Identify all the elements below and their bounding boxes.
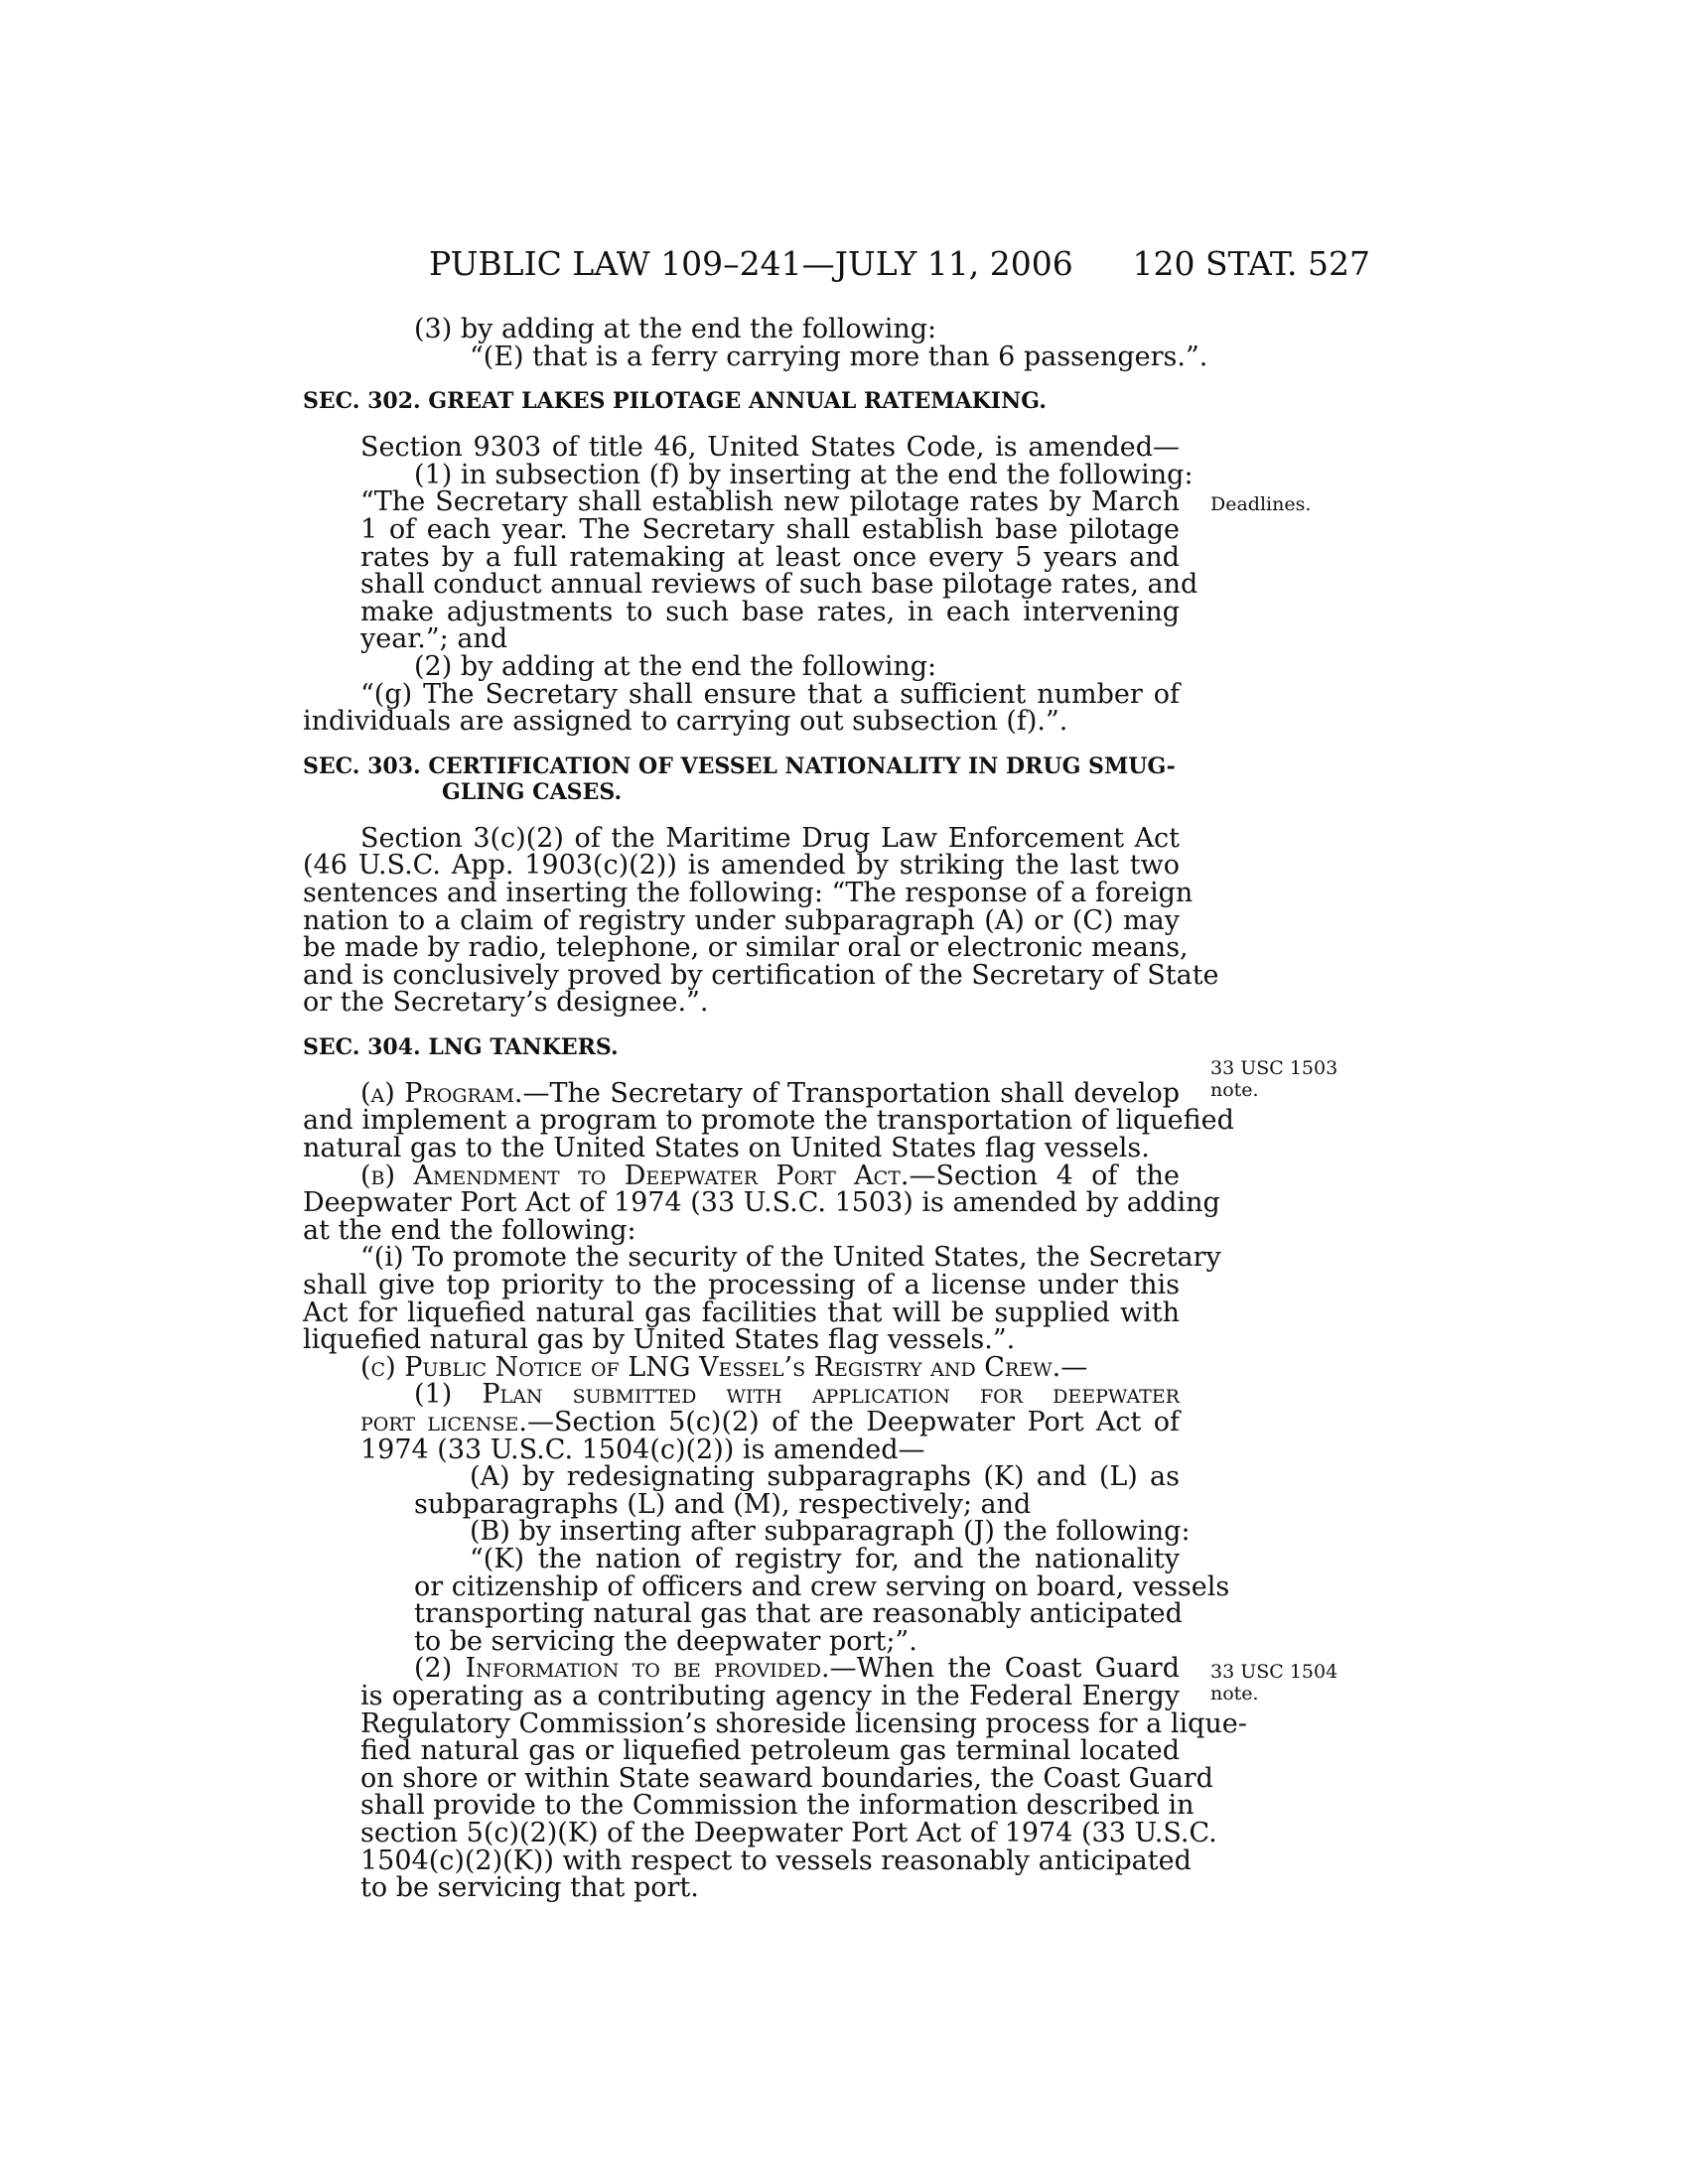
text-line: 1504(c)(2)(K)) with respect to vessels reasonably anticipated [360, 1844, 1192, 1876]
public-law-title: PUBLIC LAW 109–241—JULY 11, 2006 [429, 244, 1073, 283]
section-heading: SEC. 304. LNG TANKERS. [303, 1033, 619, 1060]
text-line: (2) by adding at the end the following: [414, 650, 937, 682]
text-line: (1) in subsection (f) by inserting at the end the following: [414, 459, 1194, 490]
text-line: “(K) the nation of registry for, and the nationality [470, 1543, 1180, 1574]
margin-note-deadlines: Deadlines. [1210, 493, 1312, 515]
section-heading-line: GLING CASES. [442, 778, 623, 805]
subsection-label: (c) Public Notice of LNG Vessel’s Registry and Crew. [360, 1351, 1061, 1383]
text-line: natural gas to the United States on United States flag vessels. [303, 1133, 1150, 1164]
intro-line: (3) by adding at the end the following: [414, 314, 937, 344]
text-line: shall provide to the Commission the information described in [360, 1790, 1195, 1822]
paragraph-label: (2) Information to be provided. [414, 1653, 830, 1685]
margin-note-usc-1503: 33 USC 1503 note. [1210, 1057, 1338, 1101]
text-line: is operating as a contributing agency in the Federal Energy [360, 1680, 1180, 1711]
statute-page-number: 120 STAT. 527 [1132, 244, 1370, 283]
section-heading-line: SEC. 303. CERTIFICATION OF VESSEL NATIONALITY IN DRUG SMUG- [303, 752, 1176, 779]
text-line: (46 U.S.C. App. 1903(c)(2)) is amended by striking the last two [303, 850, 1180, 882]
text-line: or citizenship of officers and crew serving on board, vessels [414, 1570, 1230, 1602]
document-body [303, 314, 1247, 1904]
text-line: port license.—Section 5(c)(2) of the Deepwater Port Act of [360, 1407, 1180, 1437]
text-line: transporting natural gas that are reasonably anticipated [414, 1598, 1183, 1630]
text-line: 1 of each year. The Secretary shall establish base pilotage [360, 513, 1180, 545]
text-line: (B) by inserting after subparagraph (J) the following: [470, 1516, 1191, 1548]
text-line: section 5(c)(2)(K) of the Deepwater Port Act of 1974 (33 U.S.C. [360, 1817, 1217, 1848]
text-line: (A) by redesignating subparagraphs (K) and (L) as [470, 1461, 1180, 1493]
text-line: and is conclusively proved by certification of the Secretary of State [303, 959, 1219, 991]
text-line: Section 3(c)(2) of the Maritime Drug Law Enforcement Act [360, 822, 1180, 854]
text-line [303, 1381, 1180, 1409]
page-header [0, 244, 1688, 284]
text-line: to be servicing the deepwater port;”. [414, 1625, 917, 1657]
text-line: (b) Amendment to Deepwater Port Act.—Section 4 of the [360, 1160, 1180, 1191]
text-line: or the Secretary’s designee.”. [303, 987, 709, 1019]
text-line: subparagraphs (L) and (M), respectively; and [414, 1488, 1032, 1520]
text-line: Regulatory Commission’s shoreside licensing process for a lique- [360, 1707, 1247, 1739]
section-heading: SEC. 302. GREAT LAKES PILOTAGE ANNUAL RATEMAKING. [303, 388, 1047, 415]
text-line: nation to a claim of registry under subparagraph (A) or (C) may [303, 904, 1180, 936]
text-line: rates by a full ratemaking at least once every 5 years and [360, 541, 1180, 573]
text-line: liquefied natural gas by United States flag vessels.”. [303, 1324, 1016, 1356]
text-line: to be servicing that port. [360, 1872, 699, 1904]
text-line: fied natural gas or liquefied petroleum gas terminal located [360, 1735, 1180, 1767]
text-line: and implement a program to promote the transportation of liquefied [303, 1105, 1234, 1137]
text-line: individuals are assigned to carrying out subsection (f).”. [303, 706, 1068, 738]
text-line: “(i) To promote the security of the United States, the Secretary [360, 1242, 1221, 1274]
text-line: shall conduct annual reviews of such base pilotage rates, and [360, 569, 1198, 601]
text-line: Section 9303 of title 46, United States Code, is amended— [360, 432, 1180, 464]
text-line: (2) Information to be provided.—When the Coast Guard [414, 1653, 1180, 1685]
text-line: on shore or within State seaward boundaries, the Coast Guard [360, 1762, 1213, 1794]
intro-line: “(E) that is a ferry carrying more than 6 passengers.”. [470, 341, 1208, 372]
text-line: (c) Public Notice of LNG Vessel’s Registry and Crew.— [360, 1351, 1088, 1383]
text-line: shall give top priority to the processing of a license under this [303, 1270, 1180, 1301]
margin-note-usc-1504: 33 USC 1504 note. [1210, 1661, 1338, 1705]
text-line: be made by radio, telephone, or similar oral or electronic means, [303, 932, 1189, 964]
text-line: Act for liquefied natural gas facilities that will be supplied with [303, 1297, 1180, 1328]
text-line: Deepwater Port Act of 1974 (33 U.S.C. 1503) is amended by adding [303, 1187, 1220, 1219]
text-line: “(g) The Secretary shall ensure that a sufficient number of [360, 678, 1180, 710]
text-line: “The Secretary shall establish new pilotage rates by March [360, 486, 1180, 518]
text-line: 1974 (33 U.S.C. 1504(c)(2)) is amended— [360, 1433, 925, 1465]
text-line: at the end the following: [303, 1214, 636, 1246]
text-line: (a) Program.—The Secretary of Transportation shall develop [360, 1077, 1180, 1109]
section-heading [303, 753, 1180, 805]
paragraph-label: (1) Plan submitted with application for deepwater [414, 1379, 1180, 1411]
text-line: sentences and inserting the following: “The response of a foreign [303, 877, 1194, 908]
text-line: make adjustments to such base rates, in each intervening [360, 596, 1180, 627]
subsection-label: (b) Amendment to Deepwater Port Act. [360, 1160, 910, 1191]
subsection-label: (a) Program. [360, 1077, 523, 1109]
text-line: year.”; and [360, 623, 508, 655]
